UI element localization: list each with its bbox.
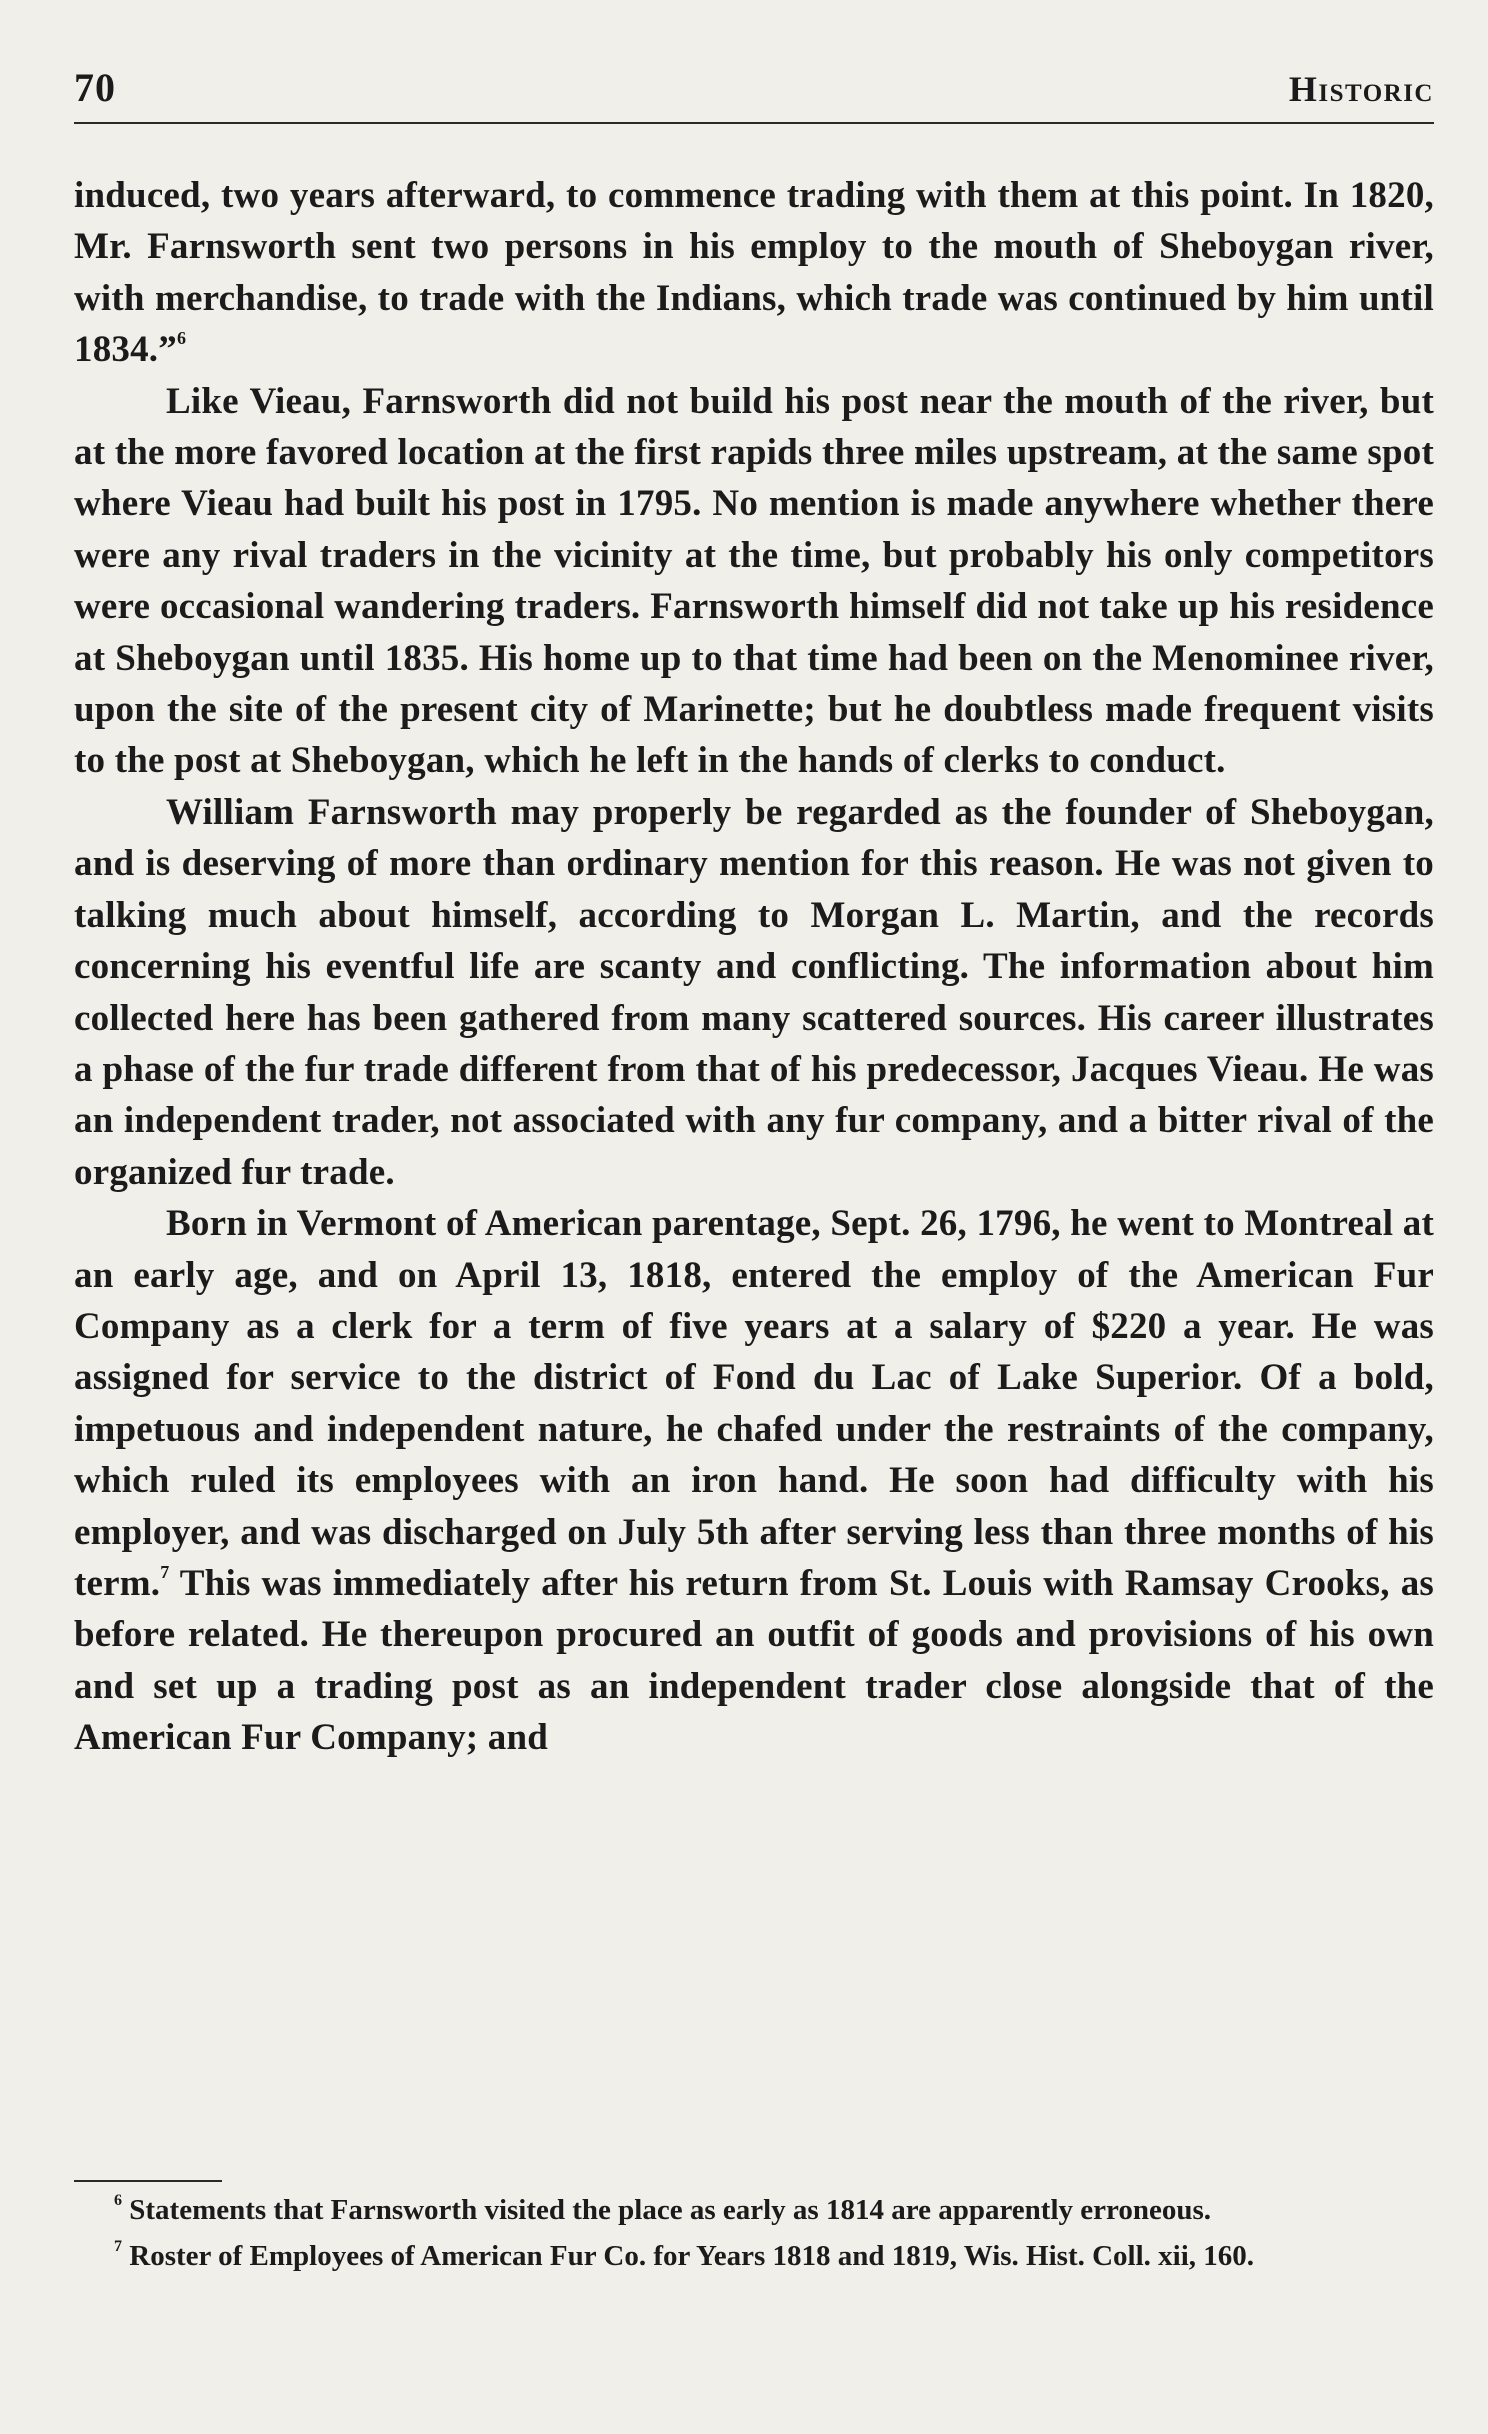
- footnote-reference: 6: [176, 327, 187, 348]
- paragraph: [74, 1198, 1434, 1763]
- paragraph-text: This was immediately after his return from St. Louis with Ramsay Crooks, as before related. He thereupon procured an outfit of goods and provisions of his own and set up a trading post as an independent trader close alongside that of the American Fur Company; and: [74, 1562, 1434, 1759]
- running-head: Historic: [1288, 69, 1434, 109]
- footnotes: [74, 2192, 1434, 2284]
- footnote-reference: 7: [160, 1561, 170, 1582]
- paragraph: [74, 787, 1434, 1198]
- footnote-marker: 6: [114, 2192, 122, 2210]
- footnote-rule: [74, 2180, 222, 2182]
- footnote-marker: 7: [114, 2238, 122, 2256]
- header-rule: [74, 122, 1434, 124]
- page-number: 70: [74, 65, 116, 110]
- footnote-text: Roster of Employees of American Fur Co. for Years 1818 and 1819, Wis. Hist. Coll. xii, 160.: [122, 2240, 1255, 2272]
- paragraph-text: induced, two years afterward, to commence trading with them at this point. In 1820, Mr. Farnsworth sent two persons in his employ to the mouth of Sheboygan river, with merchandise, to trade with the Indians, which trade was continued by him until 1834.”: [74, 175, 1434, 371]
- paragraph-text: William Farnsworth may properly be regarded as the founder of Sheboygan, and is deserving of more than ordinary mention for this reason. He was not given to talking much about himself, according to Morgan L. Martin, and the records concerning his eventful life are scanty and conflicting. The information about him collected here has been gathered from many scattered sources. His career illustrates a phase of the fur trade different from that of his predecessor, Jacques Vieau. He was an independent trader, not associated with any fur company, and a bitter rival of the organized fur trade.: [74, 791, 1434, 1193]
- paragraph-text: Born in Vermont of American parentage, Sept. 26, 1796, he went to Montreal at an early age, and on April 13, 1818, entered the employ of the American Fur Company as a clerk for a term of five years at a salary of $220 a year. He was assigned for service to the district of Fond du Lac of Lake Superior. Of a bold, impetuous and independent nature, he chafed under the restraints of the company, which ruled its employees with an iron hand. He soon had difficulty with his employer, and was discharged on July 5th after serving less than three months of his term.: [74, 1203, 1434, 1604]
- paragraph-text: Like Vieau, Farnsworth did not build his post near the mouth of the river, but at the more favored location at the first rapids three miles upstream, at the same spot where Vieau had built his post in 1795. No mention is made anywhere whether there were any rival traders in the vicinity at the time, but probably his only competitors were occasional wandering traders. Farnsworth himself did not take up his residence at Sheboygan until 1835. His home up to that time had been on the Menominee river, upon the site of the present city of Marinette; but he doubtless made frequent visits to the post at Sheboygan, which he left in the hands of clerks to conduct.: [74, 380, 1434, 782]
- footnote: [74, 2238, 1434, 2274]
- paragraph: [74, 170, 1434, 376]
- footnote: [74, 2192, 1434, 2228]
- paragraph: [74, 376, 1434, 787]
- body-text: [74, 170, 1434, 1764]
- footnote-text: Statements that Farnsworth visited the place as early as 1814 are apparently erroneous.: [122, 2194, 1212, 2226]
- page-header: [74, 64, 1434, 124]
